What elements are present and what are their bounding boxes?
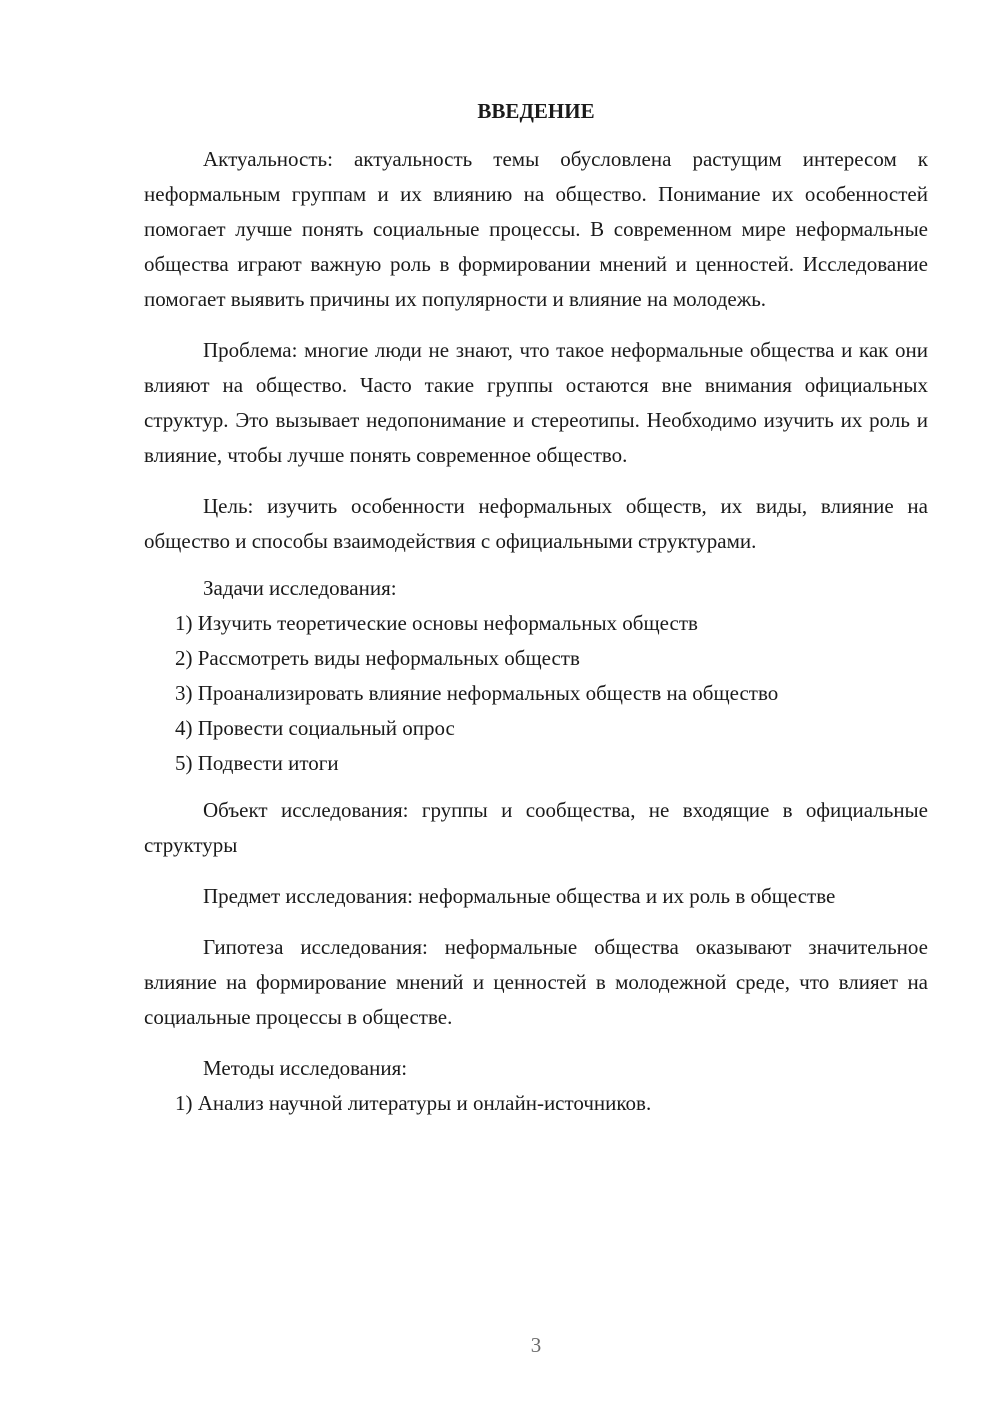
tasks-heading: Задачи исследования: [203,576,397,600]
page-number: 3 [530,1333,542,1357]
paragraph-hypothesis: Гипотеза исследования: неформальные общества оказывают значительное влияние на формирование мнений и ценностей в молодежной среде, что влияет на социальные процессы в обществе. [144,935,928,1029]
section-body [144,142,928,1121]
paragraph-relevance: Актуальность: актуальность темы обусловлена растущим интересом к неформальным группам и их влиянию на общество. Понимание их особенностей помогает лучше понять социальные процессы. В современном мире неформальные общества играют важную роль в формировании мнений и ценностей. Исследование помогает выявить причины их популярности и влияние на молодежь. [144,147,928,311]
list-item: 3) Проанализировать влияние неформальных обществ на общество [175,681,779,705]
tasks-list [144,606,928,781]
paragraph-goal: Цель: изучить особенности неформальных обществ, их виды, влияние на общество и способы взаимодействия с официальными структурами. [144,494,928,553]
list-item: 4) Провести социальный опрос [175,716,455,740]
paragraph-subject: Предмет исследования: неформальные общества и их роль в обществе [203,884,836,908]
paragraph-problem: Проблема: многие люди не знают, что такое неформальные общества и как они влияют на общество. Часто такие группы остаются вне внимания официальных структур. Это вызывает недопонимание и стереотипы. Необходимо изучить их роль и влияние, чтобы лучше понять современное общество. [144,338,928,467]
methods-list [144,1086,928,1121]
paragraph-object: Объект исследования: группы и сообщества, не входящие в официальные структуры [144,798,928,857]
list-item: 1) Анализ научной литературы и онлайн-источников. [175,1091,652,1115]
section-title: ВВЕДЕНИЕ [477,99,595,123]
list-item: 5) Подвести итоги [175,751,339,775]
list-item: 2) Рассмотреть виды неформальных обществ [175,646,580,670]
list-item: 1) Изучить теоретические основы неформальных обществ [175,611,698,635]
methods-heading: Методы исследования: [203,1056,408,1080]
